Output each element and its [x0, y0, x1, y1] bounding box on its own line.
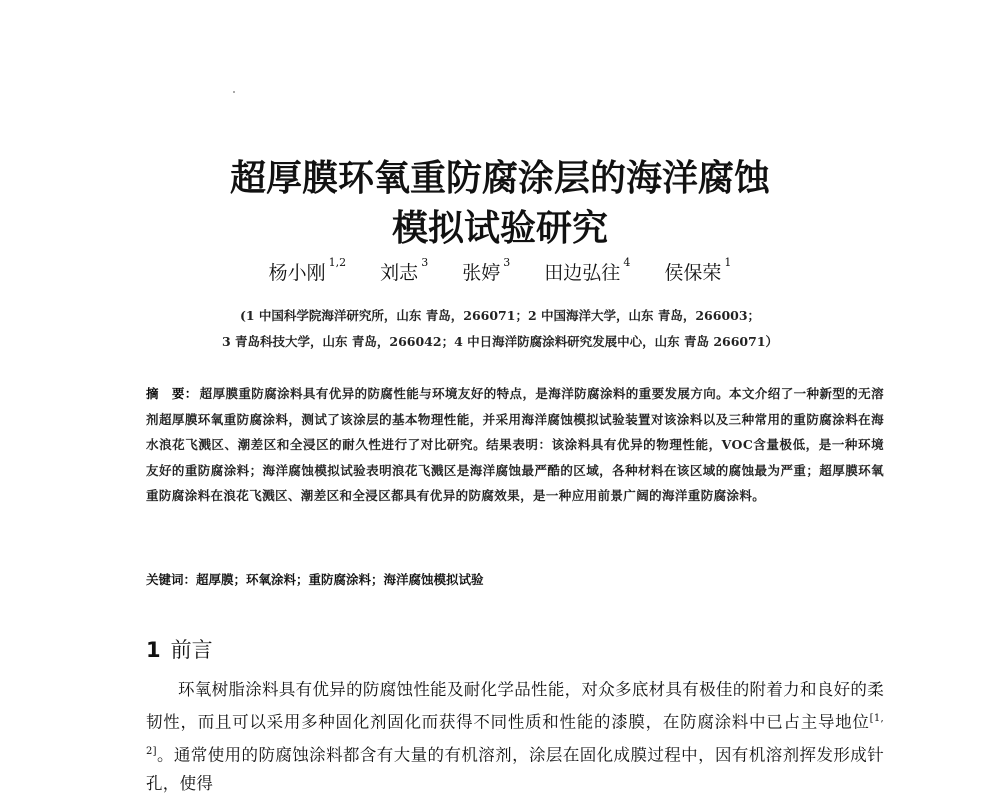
author: 田边弘往 $^4$ [544, 256, 631, 284]
author-affil-mark: 1,2 [328, 256, 347, 269]
author-affil-mark: 4 [623, 256, 631, 269]
keywords [146, 570, 484, 588]
author-affil-mark: 3 [421, 256, 429, 269]
keywords-label: 关键词： [146, 572, 197, 587]
author: 侯保荣 $^1$ [664, 256, 732, 284]
section-number: 1 [146, 638, 161, 662]
paper-title-line-1: 超厚膜环氧重防腐涂层的海洋腐蚀 [229, 158, 770, 199]
paper-title-line-2: 模拟试验研究 [391, 208, 608, 249]
citation[interactable]: [1, 2] [146, 713, 884, 757]
section-title: 前言 [170, 638, 213, 662]
section-body [146, 675, 884, 798]
body-text: 环氧树脂涂料具有优异的防腐蚀性能及耐化学品性能，对众多底材具有极佳的附着力和良好的柔韧性，而且可以采用多种固化剂固化而获得不同性质和性能的漆膜，在防腐涂料中已占主导地位 [146, 680, 884, 732]
body-text-cont: 。通常使用的防腐蚀涂料都含有大量的有机溶剂，涂层在固化成膜过程中，因有机溶剂挥发形成针孔，使得 [146, 745, 884, 793]
affiliations-line-2: 3 青岛科技大学，山东 青岛，266042；4 中日海洋防腐涂料研究发展中心，山东 青岛 266071） [221, 334, 779, 349]
scan-speck [233, 91, 235, 93]
abstract-text: 超厚膜重防腐涂料具有优异的防腐性能与环境友好的特点，是海洋防腐涂料的重要发展方向。本文介绍了一种新型的无溶剂超厚膜环氧重防腐涂料，测试了该涂层的基本物理性能，并采用海洋腐蚀模拟试验装置对该涂料以及三种常用的重防腐涂料在海水浪花飞溅区、潮差区和全浸区的耐久性进行了对比研究。结果表明：该涂料具有优异的物理性能，VOC含量极低，是一种环境友好的重防腐涂料；海洋腐蚀模拟试验表明浪花飞溅区是海洋腐蚀最严酷的区域，各种材料在该区域的腐蚀最为严重；超厚膜环氧重防腐涂料在浪花飞溅区、潮差区和全浸区都具有优异的防腐效果，是一种应用前景广阔的海洋重防腐涂料。 [146, 386, 884, 503]
author: 杨小刚 $^{1,2}$ [268, 256, 347, 284]
author-affil-mark: 3 [503, 256, 511, 269]
abstract [146, 381, 884, 509]
keywords-text: 超厚膜；环氧涂料；重防腐涂料；海洋腐蚀模拟试验 [196, 572, 484, 587]
author: 刘志 $^3$ [380, 256, 429, 284]
affiliations-line-1: (1 中国科学院海洋研究所，山东 青岛，266071；2 中国海洋大学，山东 青岛，266003； [239, 308, 761, 323]
abstract-label: 摘 要： [146, 386, 198, 401]
section-heading [146, 634, 213, 664]
author-list [0, 258, 1000, 285]
author-affil-mark: 1 [724, 256, 732, 269]
author: 张婷 $^3$ [462, 256, 511, 284]
